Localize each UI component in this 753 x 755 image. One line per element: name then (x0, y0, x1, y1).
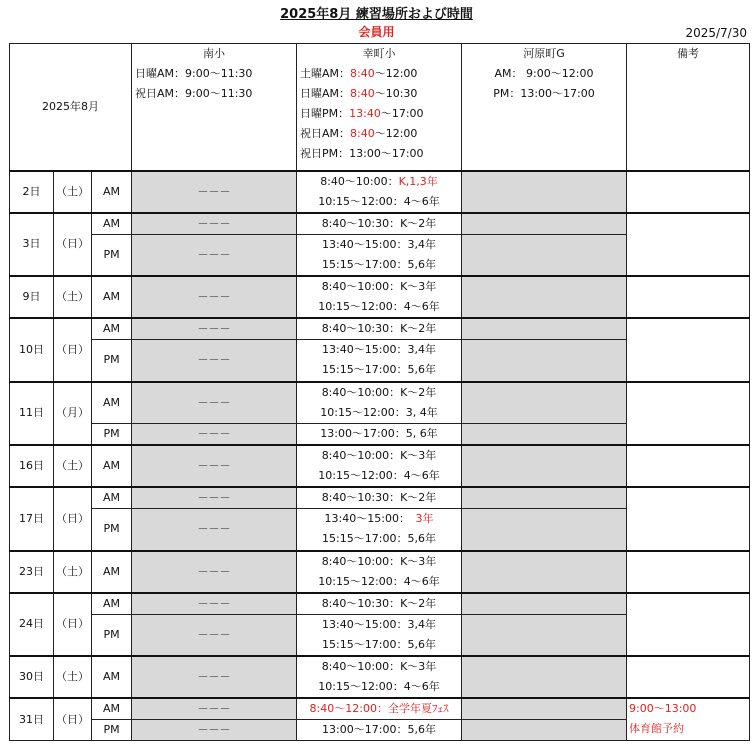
weekday-cell: （土） (54, 171, 92, 213)
period-cell: AM (92, 487, 132, 509)
minami-cell: －－－ (132, 551, 297, 593)
saimachi-cell (297, 720, 462, 741)
saimachi-cell (297, 487, 462, 509)
minami-cell: －－－ (132, 720, 297, 741)
session-text: 8:40～10:30：K～2年 (321, 491, 437, 504)
remark-cell (627, 318, 750, 382)
saimachi-cell (297, 424, 462, 446)
day-cell: 30日 (10, 656, 54, 698)
schedule-row (10, 656, 750, 698)
schedule-row (10, 698, 750, 720)
day-cell: 3日 (10, 213, 54, 277)
period-cell: PM (92, 424, 132, 446)
document-title: 2025年8月 練習場所および時間 (280, 7, 473, 22)
hours-start-time: 8:40 (350, 87, 375, 100)
session-line (297, 594, 461, 614)
session-line (297, 403, 461, 423)
session-line (297, 677, 461, 697)
kawaramachi-cell (462, 318, 627, 340)
kawaramachi-cell (462, 340, 627, 382)
saimachi-hours-line (297, 64, 461, 84)
remark-text: 9:00～13:00 (629, 702, 697, 715)
session-text: 10:15～12:00：4～6年 (318, 300, 440, 313)
header-remarks (627, 44, 750, 171)
session-line (297, 340, 461, 360)
minami-cell: －－－ (132, 614, 297, 656)
kawaramachi-cell (462, 698, 627, 720)
minami-hours-line: 祝日AM：9:00～11:30 (135, 87, 253, 100)
day-cell: 16日 (10, 445, 54, 487)
session-line (297, 509, 461, 529)
session-line (297, 214, 461, 234)
day-cell: 31日 (10, 698, 54, 741)
period-cell: AM (92, 593, 132, 615)
session-line (297, 615, 461, 635)
kawaramachi-hours-line: AM： 9:00～12:00 (494, 67, 594, 80)
minami-cell: －－－ (132, 445, 297, 487)
schedule-row (10, 487, 750, 509)
period-cell: AM (92, 318, 132, 340)
session-text: 8:40～10:00：K～3年 (321, 280, 437, 293)
minami-cell: －－－ (132, 487, 297, 509)
schedule-row (10, 213, 750, 235)
session-text: 15:15～17:00：5,6年 (322, 637, 436, 651)
remarks-label: 備考 (677, 47, 699, 60)
kawaramachi-cell (462, 445, 627, 487)
remark-cell (627, 551, 750, 593)
period-cell: AM (92, 551, 132, 593)
minami-cell: －－－ (132, 213, 297, 235)
schedule-row (10, 171, 750, 213)
header-kawaramachi (462, 44, 627, 171)
session-line (297, 319, 461, 339)
hours-start-time: 13:40 (349, 107, 381, 120)
session-text: 8:40～10:00：K～3年 (321, 449, 437, 462)
session-text: 15:15～17:00：5,6年 (322, 532, 436, 546)
session-line (297, 446, 461, 466)
saimachi-cell (297, 276, 462, 318)
session-text: 8:40～10:00：K～2年 (321, 385, 437, 399)
period-cell: PM (92, 509, 132, 551)
header-saimachi (297, 44, 462, 171)
minami-cell: －－－ (132, 171, 297, 213)
day-cell: 23日 (10, 551, 54, 593)
session-line (297, 657, 461, 677)
kawaramachi-cell (462, 614, 627, 656)
session-line (297, 297, 461, 317)
remark-cell (627, 171, 750, 213)
issue-date: 2025/7/30 (685, 26, 747, 40)
remark-text: 体育館予約 (629, 722, 684, 735)
saimachi-cell (297, 382, 462, 424)
venue-name-saimachi: 幸町小 (362, 47, 396, 60)
minami-cell: －－－ (132, 276, 297, 318)
session-text: 10:15～12:00：3, 4年 (320, 405, 438, 419)
hours-text: 土曜AM： (300, 67, 351, 80)
kawaramachi-cell (462, 509, 627, 551)
session-highlight: K,1,3年 (398, 174, 438, 188)
kawaramachi-cell (462, 382, 627, 424)
kawaramachi-cell (462, 656, 627, 698)
weekday-cell: （日） (54, 318, 92, 382)
period-cell: PM (92, 720, 132, 741)
remark-cell (627, 593, 750, 657)
kawaramachi-cell (462, 551, 627, 593)
session-text: 13:40～15:00： (324, 512, 416, 526)
session-line (297, 235, 461, 255)
saimachi-hours-line (297, 84, 461, 104)
hours-text: ～12:00 (374, 127, 418, 140)
kawaramachi-cell (462, 171, 627, 213)
day-cell: 2日 (10, 171, 54, 213)
saimachi-hours-line (297, 124, 461, 144)
period-cell: PM (92, 234, 132, 276)
saimachi-cell (297, 698, 462, 720)
kawaramachi-cell (462, 424, 627, 446)
session-text: 8:40～10:30：K～2年 (321, 216, 437, 230)
minami-cell: －－－ (132, 656, 297, 698)
kawaramachi-cell (462, 720, 627, 741)
session-text: 13:00～17:00：5,6年 (322, 723, 436, 736)
period-cell: PM (92, 614, 132, 656)
weekday-cell: （日） (54, 698, 92, 741)
day-cell: 11日 (10, 382, 54, 446)
remark-cell (627, 445, 750, 487)
saimachi-cell (297, 614, 462, 656)
weekday-cell: （土） (54, 551, 92, 593)
remark-cell (627, 487, 750, 551)
saimachi-cell (297, 340, 462, 382)
header-minami (132, 44, 297, 171)
weekday-cell: （土） (54, 656, 92, 698)
saimachi-hours-line (297, 104, 461, 124)
minami-hours-line: 日曜AM：9:00～11:30 (135, 67, 253, 80)
minami-cell: －－－ (132, 698, 297, 720)
schedule-row (10, 445, 750, 487)
session-text: 8:40～10:00：K～3年 (321, 660, 437, 673)
kawaramachi-cell (462, 234, 627, 276)
saimachi-hours-line (297, 144, 461, 164)
day-cell: 24日 (10, 593, 54, 657)
session-text: 10:15～12:00：4～6年 (318, 680, 440, 693)
session-text: 15:15～17:00：5,6年 (322, 363, 436, 377)
weekday-cell: （土） (54, 445, 92, 487)
hours-start-time: 8:40 (350, 127, 375, 140)
kawaramachi-cell (462, 276, 627, 318)
schedule-table (9, 43, 750, 741)
session-line (297, 360, 461, 380)
saimachi-cell (297, 509, 462, 551)
hours-text: ～17:00 (380, 107, 424, 120)
hours-text: 祝日AM： (300, 127, 351, 140)
session-text: 10:15～12:00：4～6年 (318, 574, 440, 588)
session-text: 13:40～15:00：3,4年 (322, 617, 436, 631)
period-cell: AM (92, 213, 132, 235)
hours-text: 日曜AM： (300, 87, 351, 100)
minami-cell: －－－ (132, 593, 297, 615)
session-text: 10:15～12:00：4～6年 (318, 194, 440, 208)
session-text: 8:40～10:30：K～2年 (321, 322, 437, 335)
weekday-cell: （日） (54, 213, 92, 277)
schedule-row (10, 593, 750, 615)
hours-start-time: 8:40 (350, 67, 375, 80)
kawaramachi-cell (462, 213, 627, 235)
session-text: 8:40～10:30：K～2年 (321, 596, 437, 610)
period-cell: AM (92, 276, 132, 318)
session-text: 15:15～17:00：5,6年 (322, 257, 436, 271)
kawaramachi-hours-line: PM：13:00～17:00 (493, 87, 595, 100)
session-text: 13:40～15:00：3,4年 (322, 343, 436, 357)
session-line (297, 466, 461, 486)
hours-text: ～12:00 (374, 67, 418, 80)
kawaramachi-cell (462, 487, 627, 509)
schedule-row (10, 318, 750, 340)
remark-cell (627, 656, 750, 698)
period-cell: AM (92, 656, 132, 698)
venue-name-minami: 南小 (203, 47, 225, 60)
saimachi-cell (297, 171, 462, 213)
weekday-cell: （日） (54, 487, 92, 551)
schedule-row (10, 382, 750, 424)
header-month: 2025年8月 (10, 44, 132, 171)
session-line (297, 572, 461, 592)
minami-cell: －－－ (132, 424, 297, 446)
venue-name-kawaramachi: 河原町G (523, 47, 565, 60)
session-highlight: 3年 (415, 512, 434, 526)
session-line (297, 383, 461, 403)
minami-cell: －－－ (132, 382, 297, 424)
weekday-cell: （月） (54, 382, 92, 446)
period-cell: PM (92, 340, 132, 382)
session-text: 10:15～12:00：4～6年 (318, 469, 440, 482)
session-line (297, 552, 461, 572)
period-cell: AM (92, 445, 132, 487)
kawaramachi-cell (462, 593, 627, 615)
session-line (297, 424, 461, 444)
session-text: 13:00～17:00：5, 6年 (320, 427, 438, 440)
weekday-cell: （日） (54, 593, 92, 657)
day-cell: 10日 (10, 318, 54, 382)
minami-cell: －－－ (132, 318, 297, 340)
schedule-row (10, 276, 750, 318)
session-line (297, 277, 461, 297)
saimachi-cell (297, 656, 462, 698)
saimachi-cell (297, 593, 462, 615)
session-line (297, 720, 461, 740)
period-cell: AM (92, 171, 132, 213)
saimachi-cell (297, 445, 462, 487)
session-highlight: 8:40～12:00：全学年夏ﾌｪｽ (309, 702, 449, 715)
minami-cell: －－－ (132, 509, 297, 551)
session-text: 8:40～10:00： (320, 174, 399, 188)
hours-text: 祝日PM：13:00～17:00 (300, 147, 424, 160)
minami-cell: －－－ (132, 234, 297, 276)
session-line (297, 192, 461, 212)
schedule-row (10, 551, 750, 593)
saimachi-cell (297, 318, 462, 340)
session-line (297, 699, 461, 719)
weekday-cell: （土） (54, 276, 92, 318)
session-line (297, 255, 461, 275)
session-line (297, 635, 461, 655)
hours-text: 日曜PM： (300, 107, 350, 120)
saimachi-cell (297, 551, 462, 593)
session-text: 8:40～10:00：K～3年 (321, 554, 437, 568)
session-line (297, 488, 461, 508)
hours-text: ～10:30 (374, 87, 418, 100)
header-row (10, 44, 750, 171)
session-line (297, 172, 461, 192)
period-cell: AM (92, 698, 132, 720)
saimachi-cell (297, 213, 462, 235)
saimachi-cell (297, 234, 462, 276)
remark-cell (627, 213, 750, 277)
document-subtitle: 会員用 (358, 25, 395, 39)
remark-cell (627, 276, 750, 318)
day-cell: 17日 (10, 487, 54, 551)
session-text: 13:40～15:00：3,4年 (322, 237, 436, 251)
session-line (297, 529, 461, 549)
day-cell: 9日 (10, 276, 54, 318)
remark-cell (627, 698, 750, 741)
remark-cell (627, 382, 750, 446)
minami-cell: －－－ (132, 340, 297, 382)
period-cell: AM (92, 382, 132, 424)
